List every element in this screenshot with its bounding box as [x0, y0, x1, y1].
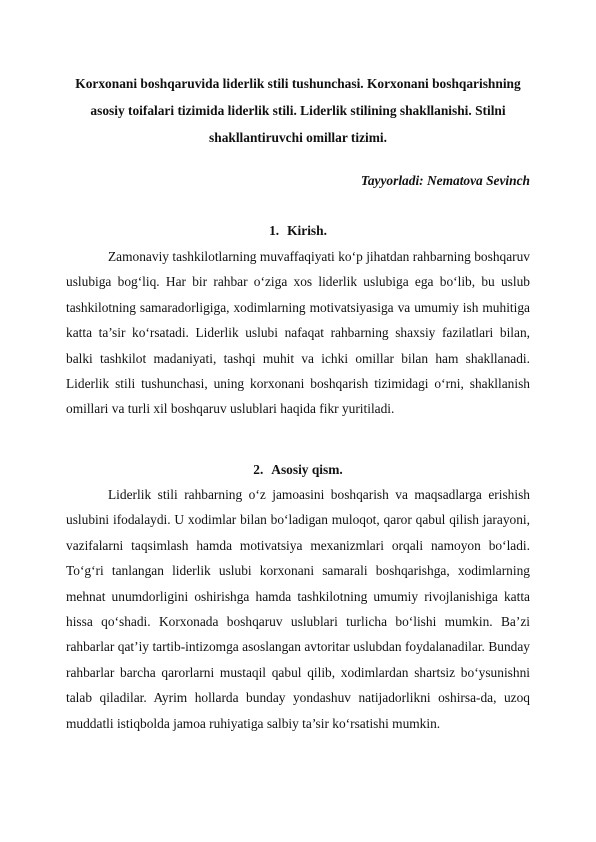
- section-number: 2.: [253, 462, 264, 477]
- section-heading-introduction: [66, 221, 530, 241]
- section-title: Asosiy qism.: [271, 462, 343, 477]
- author-line: Tayyorladi: Nematova Sevinch: [360, 173, 530, 188]
- introduction-paragraph: Zamonaviy tashkilotlarning muvaffaqiyati ko‘p jihatdan rahbarning boshqaruv uslubiga bog‘liq. Har bir rahbar o‘ziga xos liderlik uslubiga ega bo‘lib, bu uslub tashkilotning samaradorligiga, xodimlarning motivatsiyasiga va umumiy ish muhitiga katta ta’sir ko‘rsatadi. Liderlik uslubi nafaqat rahbarning shaxsiy fazilatlari bilan, balki tashkilot madaniyati, tashqi muhit va ichki omillar bilan ham shakllanadi. Liderlik stili tushunchasi, uning korxonani boshqarish tizimidagi o‘rni, shakllanish omillari va turli xil boshqaruv uslublari haqida fikr yuritiladi.: [66, 249, 530, 417]
- section-number: 1.: [269, 223, 280, 238]
- section-title: Kirish.: [287, 223, 327, 238]
- document-title: Korxonani boshqaruvida liderlik stili tushunchasi. Korxonani boshqarishning asosiy toifalari tizimida liderlik stili. Liderlik stilining shakllanishi. Stilni shakllantiruvchi omillar tizimi.: [75, 76, 521, 145]
- section-heading-main-part: [66, 460, 530, 480]
- main-part-paragraph: Liderlik stili rahbarning o‘z jamoasini boshqarish va maqsadlarga erishish uslubini ifodalaydi. U xodimlar bilan bo‘ladigan muloqot, qaror qabul qilish jarayoni, vazifalarni taqsimlash hamda motivatsiya mexanizmlari orqali namoyon bo‘ladi. To‘g‘ri tanlangan liderlik uslubi korxonani samarali boshqarishga, xodimlarning mehnat unumdorligini oshirishga hamda tashkilotning umumiy rivojlanishiga katta hissa qo‘shadi. Korxonada boshqaruv uslublari turlicha bo‘lishi mumkin. Ba’zi rahbarlar qat’iy tartib-intizomga asoslangan avtoritar uslubdan foydalanadilar. Bunday rahbarlar barcha qarorlarni mustaqil qabul qilib, xodimlardan shartsiz bo‘ysunishni talab qiladilar. Ayrim hollarda bunday yondashuv natijadorlikni oshirsa-da, uzoq muddatli istiqbolda jamoa ruhiyatiga salbiy ta’sir ko‘rsatishi mumkin.: [66, 487, 530, 731]
